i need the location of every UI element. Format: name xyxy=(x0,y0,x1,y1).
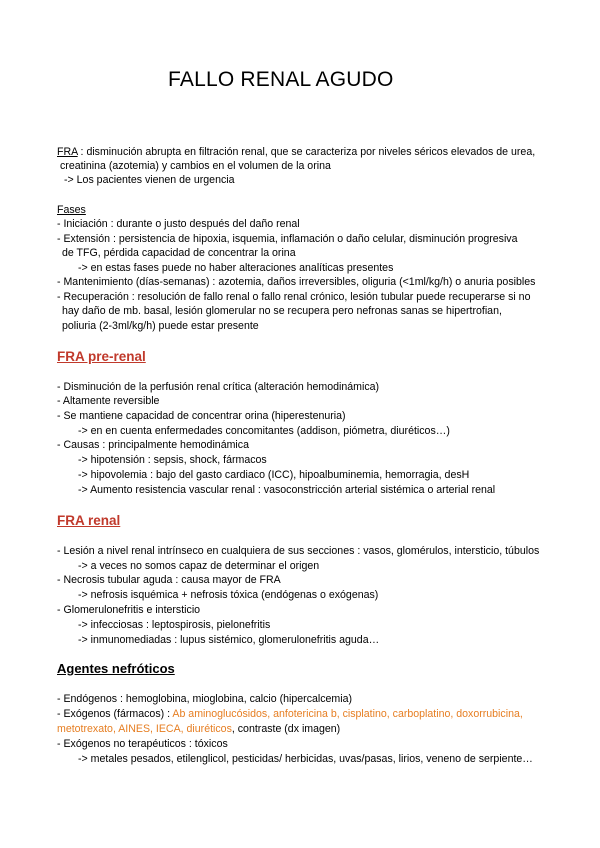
text-line: -> hipovolemia : bajo del gasto cardiaco (ICC), hipoalbuminemia, hemorragia, desH xyxy=(78,469,470,481)
text-line: -> infecciosas : leptospirosis, pielonefritis xyxy=(78,619,271,631)
text-line: -> en en cuenta enfermedades concomitantes (addison, piómetra, diuréticos…) xyxy=(78,425,450,437)
text-line: - Lesión a nivel renal intrínseco en cualquiera de sus secciones : vasos, glomérulos, intersticio, túbulos xyxy=(57,545,540,557)
text-line: -> hipotensión : sepsis, shock, fármacos xyxy=(78,454,267,466)
text-line: metotrexato, AINES, IECA, diuréticos, contraste (dx imagen) xyxy=(57,723,341,735)
text-line: - Glomerulonefritis e intersticio xyxy=(57,604,201,616)
section-heading-agentes: Agentes nefróticos xyxy=(57,661,175,676)
text-line: creatinina (azotemia) y cambios en el volumen de la orina xyxy=(60,160,331,172)
text-line: -> en estas fases puede no haber alteraciones analíticas presentes xyxy=(78,262,394,274)
text-line: - Recuperación : resolución de fallo renal o fallo renal crónico, lesión tubular puede recuperarse si no xyxy=(57,291,531,303)
section-heading-renal: FRA renal xyxy=(57,513,121,528)
text-line: - Exógenos (fármacos) : Ab aminoglucósidos, anfotericina b, cisplatino, carboplatino, doxorrubicina, xyxy=(57,708,523,720)
text-line: - Disminución de la perfusión renal crítica (alteración hemodinámica) xyxy=(57,381,380,393)
text-line: -> a veces no somos capaz de determinar el origen xyxy=(78,560,320,572)
drug-list-highlight: metotrexato, AINES, IECA, diuréticos xyxy=(57,723,232,735)
text-line: - Exógenos no terapéuticos : tóxicos xyxy=(57,738,228,750)
fra-label: FRA xyxy=(57,146,78,158)
text-line: -> Aumento resistencia vascular renal : vasoconstricción arterial sistémica o arterial renal xyxy=(78,484,496,496)
text-line: - Extensión : persistencia de hipoxia, isquemia, inflamación o daño celular, disminución progresiva xyxy=(57,233,518,245)
text-line: - Necrosis tubular aguda : causa mayor de FRA xyxy=(57,574,281,586)
text-line: - Altamente reversible xyxy=(57,395,160,407)
text-line: - Mantenimiento (días-semanas) : azotemia, daños irreversibles, oliguria (<1ml/kg/h) o anuria posibles xyxy=(57,276,536,288)
text-line: - Iniciación : durante o justo después del daño renal xyxy=(57,218,300,230)
text-line: -> Los pacientes vienen de urgencia xyxy=(64,174,235,186)
text-line: - Se mantiene capacidad de concentrar orina (hiperestenuria) xyxy=(57,410,346,422)
text-line: - Causas : principalmente hemodinámica xyxy=(57,439,249,451)
drug-list-highlight: Ab aminoglucósidos, anfotericina b, cisplatino, carboplatino, doxorrubicina, xyxy=(172,708,523,720)
text-line: de TFG, pérdida capacidad de concentrar la orina xyxy=(62,247,296,259)
fra-definition: FRA : disminución abrupta en filtración renal, que se caracteriza por niveles séricos elevados de urea, xyxy=(57,146,536,158)
section-heading-fases: Fases xyxy=(57,204,86,216)
section-heading-prerenal: FRA pre-renal xyxy=(57,349,146,364)
text-line: -> nefrosis isquémica + nefrosis tóxica (endógenas o exógenas) xyxy=(78,589,379,601)
text-line: - Endógenos : hemoglobina, mioglobina, calcio (hipercalcemia) xyxy=(57,693,353,705)
page-title: FALLO RENAL AGUDO xyxy=(168,68,394,91)
text-line: hay daño de mb. basal, lesión glomerular no se recupera pero nefronas sanas se hipertrofian, xyxy=(62,305,502,317)
text-line: -> metales pesados, etilenglicol, pesticidas/ herbicidas, uvas/pasas, lirios, veneno de serpiente… xyxy=(78,753,533,765)
text-line: poliuria (2-3ml/kg/h) puede estar presente xyxy=(62,320,259,332)
text-line: -> inmunomediadas : lupus sistémico, glomerulonefritis aguda… xyxy=(78,634,380,646)
